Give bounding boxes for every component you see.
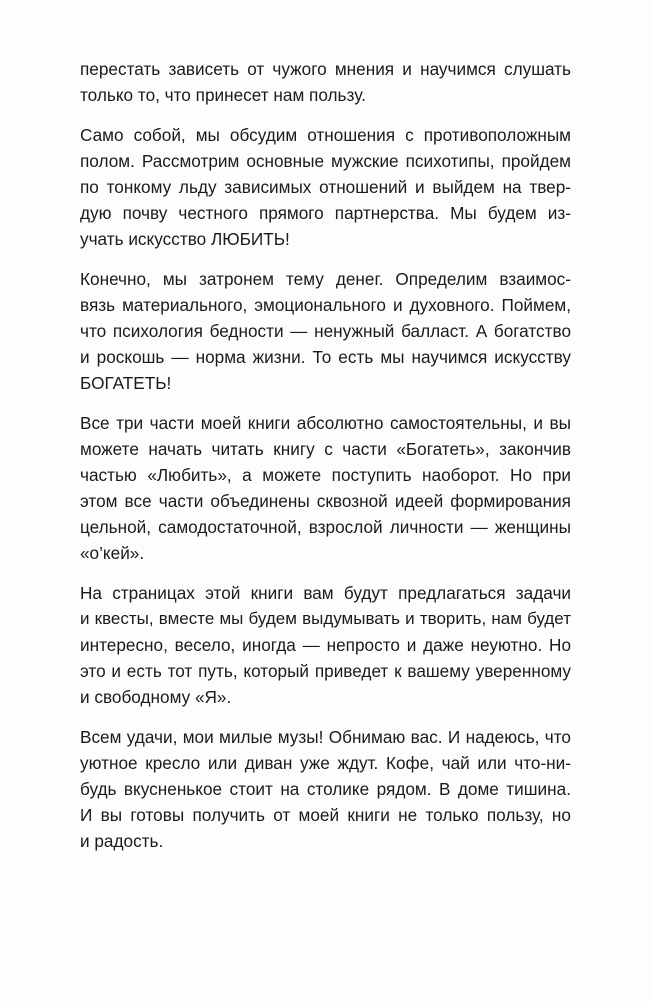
- paragraph-6: [80, 724, 571, 854]
- paragraph-4: [80, 410, 571, 567]
- text-line: И вы готовы получить от моей книги не только пользу, но: [80, 804, 571, 825]
- text-line: БОГАТЕТЬ!: [80, 373, 172, 394]
- paragraph-5: [80, 580, 571, 710]
- text-line: полом. Рассмотрим основные мужские психотипы, пройдем: [80, 150, 571, 171]
- text-line: по тонкому льду зависимых отношений и выйдем на твер-: [80, 176, 571, 197]
- text-line: и квесты, вместе мы будем выдумывать и творить, нам будет: [80, 608, 571, 628]
- text-line: можете начать читать книгу с части «Богатеть», закончив: [80, 438, 571, 459]
- body-text: [80, 56, 571, 868]
- text-line: и свободному «Я».: [80, 687, 232, 708]
- text-line: Все три части моей книги абсолютно самостоятельны, и вы: [80, 412, 571, 433]
- text-line: вязь материального, эмоционального и духовного. Поймем,: [80, 294, 571, 315]
- text-line: и радость.: [80, 831, 164, 852]
- text-line: Конечно, мы затронем тему денег. Определим взаимос-: [80, 268, 571, 289]
- text-line: «о’кей».: [80, 543, 145, 564]
- text-line: На страницах этой книги вам будут предлагаться задачи: [80, 582, 571, 603]
- text-line: Само собой, мы обсудим отношения с противоположным: [80, 124, 571, 145]
- text-line: цельной, самодостаточной, взрослой личности — женщины: [80, 517, 571, 537]
- text-line: учать искусство ЛЮБИТЬ!: [80, 229, 290, 250]
- text-line: перестать зависеть от чужого мнения и научимся слушать: [80, 59, 571, 79]
- text-line: что психология бедности — ненужный балласт. А богатство: [80, 320, 571, 341]
- text-line: интересно, весело, иногда — непросто и даже неуютно. Но: [80, 634, 571, 655]
- text-line: и роскошь — норма жизни. То есть мы научимся искусству: [80, 346, 571, 367]
- text-line: только то, что принесет нам пользу.: [80, 85, 366, 106]
- text-line: Всем удачи, мои милые музы! Обнимаю вас. И надеюсь, что: [80, 726, 571, 747]
- text-line: дую почву честного прямого партнерства. Мы будем из-: [80, 202, 571, 223]
- paragraph-3: [80, 266, 571, 396]
- text-line: это и есть тот путь, который приведет к вашему уверенному: [80, 660, 571, 681]
- text-line: частью «Любить», а можете поступить наоборот. Но при: [80, 464, 571, 485]
- text-line: уютное кресло или диван уже ждут. Кофе, чай или что-ни-: [80, 752, 571, 773]
- text-line: будь вкусненькое стоит на столике рядом. В доме тишина.: [80, 778, 571, 799]
- paragraph-1: [80, 56, 571, 108]
- paragraph-2: [80, 122, 571, 252]
- text-line: этом все части объединены сквозной идеей формирования: [80, 490, 571, 511]
